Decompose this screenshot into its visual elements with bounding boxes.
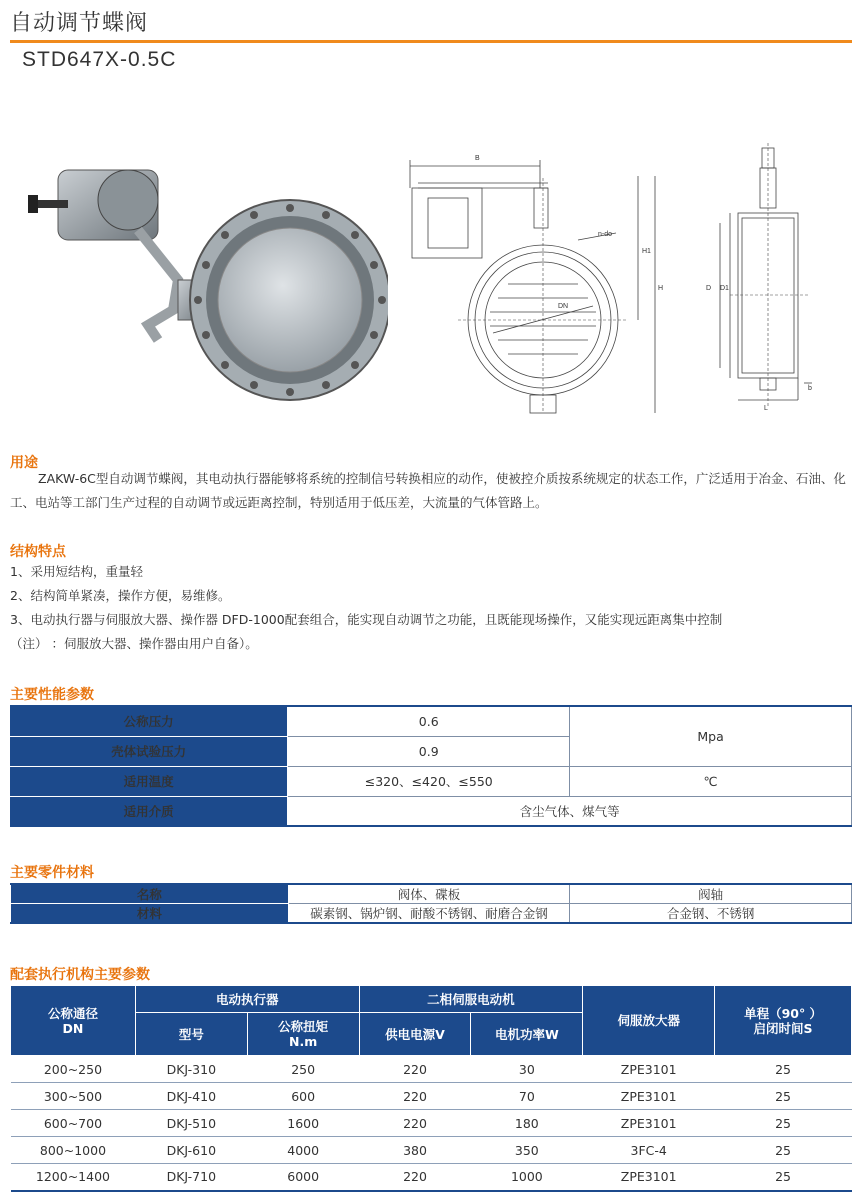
dim-h1-label: H1: [642, 248, 651, 255]
header-actuator-group: 电动执行器: [135, 986, 359, 1013]
material-cell: 碳素钢、锅炉钢、耐酸不锈钢、耐磨合金钢: [288, 904, 570, 924]
cell-power: 180: [471, 1110, 583, 1137]
feature-item: 1、采用短结构，重量轻: [10, 564, 143, 579]
header-voltage: 供电电源V: [359, 1013, 471, 1056]
header-motor-group: 二相伺服电动机: [359, 986, 583, 1013]
cell-model: DKJ-310: [135, 1056, 247, 1083]
feature-item: 3、电动执行器与伺服放大器、操作器 DFD-1000配套组合，能实现自动调节之功能，且既能现场操作，又能实现远距离集中控制: [10, 612, 723, 627]
table-row: [11, 1110, 852, 1137]
cell-voltage: 220: [359, 1110, 471, 1137]
product-photo: [28, 150, 388, 405]
cell-torque: 6000: [247, 1164, 359, 1191]
table-row: [10, 766, 852, 796]
cell-model: DKJ-710: [135, 1164, 247, 1191]
cell-amplifier: ZPE3101: [583, 1056, 715, 1083]
performance-table: [10, 705, 852, 827]
cell-amplifier: ZPE3101: [583, 1083, 715, 1110]
cell-stroke: 25: [715, 1056, 852, 1083]
front-view-drawing: [398, 148, 688, 420]
param-label: 适用温度: [10, 766, 288, 796]
cell-voltage: 380: [359, 1137, 471, 1164]
param-value: 含尘气体、煤气等: [288, 796, 852, 826]
cell-model: DKJ-610: [135, 1137, 247, 1164]
cell-amplifier: 3FC-4: [583, 1137, 715, 1164]
table-row: [10, 706, 852, 736]
cell-power: 70: [471, 1083, 583, 1110]
usage-title: 用途: [10, 455, 38, 471]
cell-torque: 1600: [247, 1110, 359, 1137]
side-view-drawing: [700, 138, 830, 420]
table-row: [11, 1137, 852, 1164]
actuator-table-body: [11, 1056, 852, 1191]
cell-torque: 4000: [247, 1137, 359, 1164]
cell-model: DKJ-510: [135, 1110, 247, 1137]
cell-dn: 200~250: [11, 1056, 136, 1083]
table-row: [10, 796, 852, 826]
header-torque: 公称扭矩 N.m: [247, 1013, 359, 1056]
pressure-unit: Mpa: [570, 706, 852, 766]
cell-dn: 1200~1400: [11, 1164, 136, 1191]
header-dn: 公称通径 DN: [11, 986, 136, 1056]
param-value: 0.6: [288, 706, 570, 736]
table-row: [11, 1056, 852, 1083]
param-value: ≤320、≤420、≤550: [288, 766, 570, 796]
cell-amplifier: ZPE3101: [583, 1164, 715, 1191]
cell-voltage: 220: [359, 1056, 471, 1083]
feature-item: 2、结构简单紧凑，操作方便，易维修。: [10, 588, 231, 603]
cell-voltage: 220: [359, 1164, 471, 1191]
features-list: [10, 560, 852, 656]
header-power: 电机功率W: [471, 1013, 583, 1056]
dim-b-label: B: [475, 155, 480, 162]
page-title: 自动调节蝶阀: [10, 11, 149, 36]
cell-power: 1000: [471, 1164, 583, 1191]
cell-stroke: 25: [715, 1137, 852, 1164]
param-label: 公称压力: [10, 706, 288, 736]
materials-title: 主要零件材料: [10, 865, 94, 881]
cell-power: 350: [471, 1137, 583, 1164]
dim-d-label: D: [706, 285, 712, 292]
materials-table: [10, 883, 852, 924]
header-amplifier: 伺服放大器: [583, 986, 715, 1056]
dim-h-label: H: [658, 285, 664, 292]
dim-d1-label: D1: [720, 285, 729, 292]
cell-stroke: 25: [715, 1083, 852, 1110]
param-label: 适用介质: [10, 796, 288, 826]
cell-model: DKJ-410: [135, 1083, 247, 1110]
actuator-table: [10, 985, 852, 1192]
cell-amplifier: ZPE3101: [583, 1110, 715, 1137]
table-header-row: [11, 986, 852, 1013]
cell-dn: 300~500: [11, 1083, 136, 1110]
actuator-title: 配套执行机构主要参数: [10, 967, 150, 983]
table-row: [11, 884, 852, 904]
dim-b-small-label: b: [808, 385, 812, 392]
cell-dn: 800~1000: [11, 1137, 136, 1164]
material-label: 名称: [11, 884, 289, 904]
material-cell: 阀轴: [570, 884, 852, 904]
cell-stroke: 25: [715, 1164, 852, 1191]
features-title: 结构特点: [10, 544, 66, 560]
cell-stroke: 25: [715, 1110, 852, 1137]
cell-torque: 250: [247, 1056, 359, 1083]
cell-dn: 600~700: [11, 1110, 136, 1137]
table-row: [11, 904, 852, 924]
material-cell: 阀体、碟板: [288, 884, 570, 904]
param-label: 壳体试验压力: [10, 736, 288, 766]
dim-n-do-label: n-do: [598, 231, 613, 238]
temperature-unit: ℃: [570, 766, 852, 796]
material-label: 材料: [11, 904, 289, 924]
performance-title: 主要性能参数: [10, 687, 94, 703]
param-value: 0.9: [288, 736, 570, 766]
usage-text: ZAKW-6C型自动调节蝶阀，其电动执行器能够将系统的控制信号转换相应的动作，使被控介质按系统规定的状态工作，广泛适用于冶金、石油、化工、电站等工部门生产过程的自动调节或远距离控制，特别适用于低压差，大流量的气体管路上。: [10, 471, 846, 510]
title-underline: [10, 40, 852, 43]
material-cell: 合金钢、不锈钢: [570, 904, 852, 924]
cell-torque: 600: [247, 1083, 359, 1110]
cell-power: 30: [471, 1056, 583, 1083]
table-row: [11, 1164, 852, 1191]
table-row: [11, 1083, 852, 1110]
dim-l-label: L: [764, 405, 768, 412]
model-number: STD647X-0.5C: [22, 48, 177, 71]
feature-note: （注） ：伺服放大器、操作器由用户自备）。: [10, 636, 258, 651]
header-stroke-time: 单程（90° ） 启闭时间S: [715, 986, 852, 1056]
header-model: 型号: [135, 1013, 247, 1056]
cell-voltage: 220: [359, 1083, 471, 1110]
dim-dn-label: DN: [558, 303, 569, 310]
